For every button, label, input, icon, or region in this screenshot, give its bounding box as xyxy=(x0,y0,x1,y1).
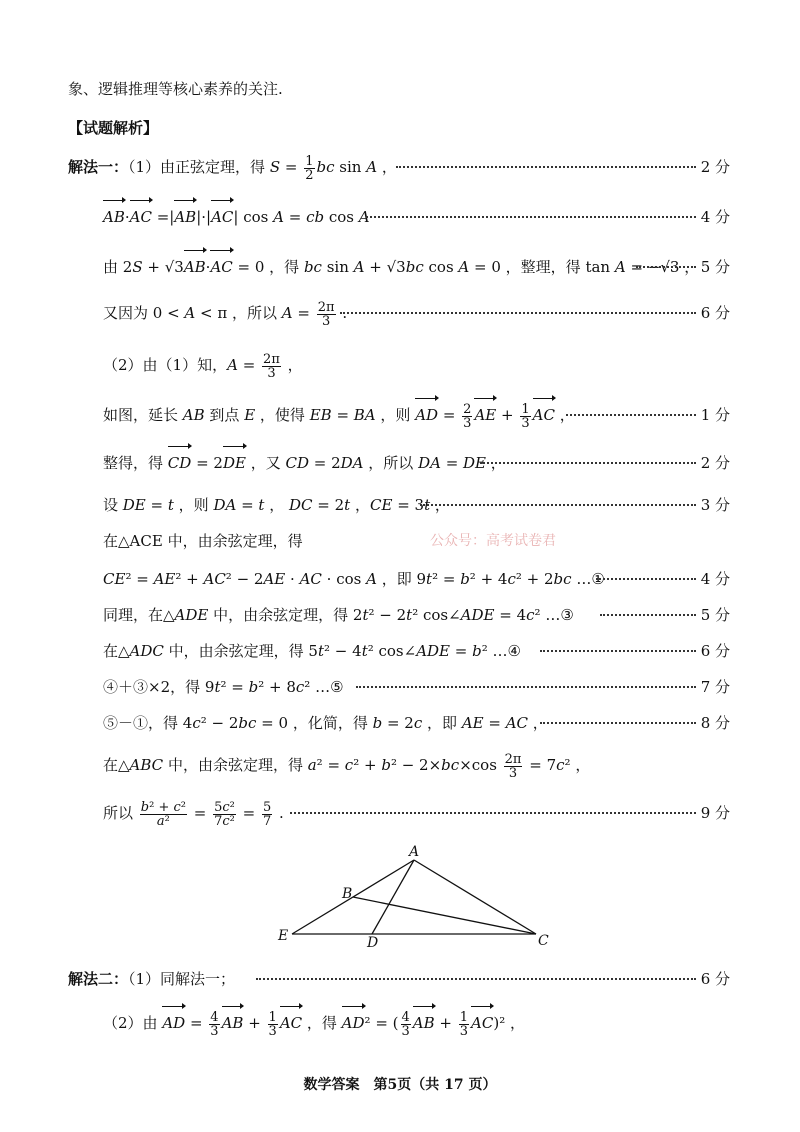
score-3: 3 分 xyxy=(700,496,730,514)
step-eq5: ④＋③×2，得 9t² = b² + 8c² …⑤ 7 分 xyxy=(0,672,800,702)
solution2-label: 解法二： xyxy=(68,970,129,988)
score-1: 1 分 xyxy=(700,406,730,424)
score-8: 8 分 xyxy=(700,714,730,732)
score-6: 6 分 xyxy=(700,304,730,322)
solution1-label: 解法一： xyxy=(68,158,129,176)
part2-intro: （2）由（1）知，A = $\frac{2\pi}{3}$ ， xyxy=(103,351,303,381)
dot-leader xyxy=(396,166,696,168)
label-e: E xyxy=(278,928,289,944)
solution1-step1: 解法一：（1）由正弦定理，得 S = $\frac{1}{2}$ bc sin A ， 2 分 xyxy=(68,153,730,183)
step-cd: 整得，得 CD = 2DE ，又 CD = 2DA ，所以 DA = DE ， 2 分 xyxy=(0,448,800,478)
step-ace-text: 在△ACE 中，由余弦定理，得 xyxy=(103,532,303,550)
dot-leader xyxy=(356,686,696,688)
score-4: 4 分 xyxy=(700,208,730,226)
dot-leader xyxy=(636,266,696,268)
dot-leader xyxy=(566,414,696,416)
score-6b: 6 分 xyxy=(700,642,730,660)
solution2-step2: （2）由 AD = $\frac{4}{3}$ AB + $\frac{1}{3}$ AC ，得 AD² = ( $\frac{4}{3}$ AB + $\frac{1}{3}$ AC)² ， xyxy=(103,1009,525,1039)
dot-leader xyxy=(290,812,696,814)
score-7: 7 分 xyxy=(700,678,730,696)
step-extend: 如图，延长 AB 到点 E ，使得 EB = BA ，则 AD = $\frac{2}{3}$ AE + $\frac{1}{3}$ AC ， 1 分 xyxy=(103,401,730,431)
dot-leader xyxy=(340,312,696,314)
intro-text: 象、逻辑推理等核心素养的关注. xyxy=(68,80,283,98)
dot-leader xyxy=(600,614,696,616)
step-eq4: 在△ADC 中，由余弦定理，得 5t² − 4t² cos∠ADE = b² …④ 6 分 xyxy=(0,636,800,666)
dot-leader xyxy=(256,978,696,980)
step-angle: 又因为 0 < A < π ，所以 A = $\frac{2\pi}{3}$ . 6 分 xyxy=(103,299,730,329)
step-tan: 由 2S + √3AB·AC = 0 ，得 bc sin A + √3bc cos A = 0 ，整理，得 tan A = −√3 ， 5 分 xyxy=(0,252,800,282)
score-4b: 4 分 xyxy=(700,570,730,588)
score-5: 5 分 xyxy=(700,258,730,276)
section-heading-text: 【试题解析】 xyxy=(68,119,159,137)
dot-leader xyxy=(366,216,696,218)
section-heading xyxy=(0,113,800,143)
triangle-figure xyxy=(270,844,560,954)
score-6c: 6 分 xyxy=(700,970,730,988)
page-footer: 数学答案 第5页（共 17 页） xyxy=(303,1077,497,1093)
dot-leader xyxy=(596,578,696,580)
step-ace xyxy=(0,526,800,556)
step-simplify: ⑤－①，得 4c² − 2bc = 0 ，化简，得 b = 2c ，即 AE = AC ， 8 分 xyxy=(0,708,800,738)
dot-leader xyxy=(480,462,696,464)
line-ac xyxy=(414,860,536,934)
step-dot-product: AB·AC =|AB|·|AC| cos A = cb cos A 4 分 xyxy=(0,202,800,232)
score-9: 9 分 xyxy=(700,804,730,822)
watermark: 公众号：高考试卷君 xyxy=(430,533,556,549)
label-c: C xyxy=(538,933,549,949)
score-5b: 5 分 xyxy=(700,606,730,624)
step-eq1: CE² = AE² + AC² − 2AE · AC · cos A ，即 9t² = b² + 4c² + 2bc …① 4 分 xyxy=(0,564,800,594)
label-d: D xyxy=(367,935,379,951)
label-b: B xyxy=(342,886,353,902)
score-2b: 2 分 xyxy=(700,454,730,472)
dot-leader xyxy=(540,722,696,724)
line-bc xyxy=(353,897,536,934)
label-a: A xyxy=(409,844,420,860)
step-final: 所以 $\frac{\text{b² + c²}}{\text{a²}}$ = $\frac{\text{5c²}}{\text{7c²}}$ = $\frac{5}{7}$ . 9 分 xyxy=(103,799,730,829)
dot-leader xyxy=(420,504,696,506)
score-2: 2 分 xyxy=(700,158,730,176)
step-let: 设 DE = t ，则 DA = t ， DC = 2t ，CE = 3t ， 3 分 xyxy=(0,490,800,520)
step-abc: 在△ABC 中，由余弦定理，得 a² = c² + b² − 2×bc×cos $\frac{2\pi}{3}$ = 7c² ， xyxy=(103,751,591,781)
intro-line xyxy=(0,74,800,104)
solution2-step1: 解法二：（1）同解法一； 6 分 xyxy=(0,964,800,994)
step-eq3: 同理，在△ADE 中，由余弦定理，得 2t² − 2t² cos∠ADE = 4c² …③ 5 分 xyxy=(0,600,800,630)
dot-leader xyxy=(540,650,696,652)
line-ad xyxy=(372,860,414,934)
